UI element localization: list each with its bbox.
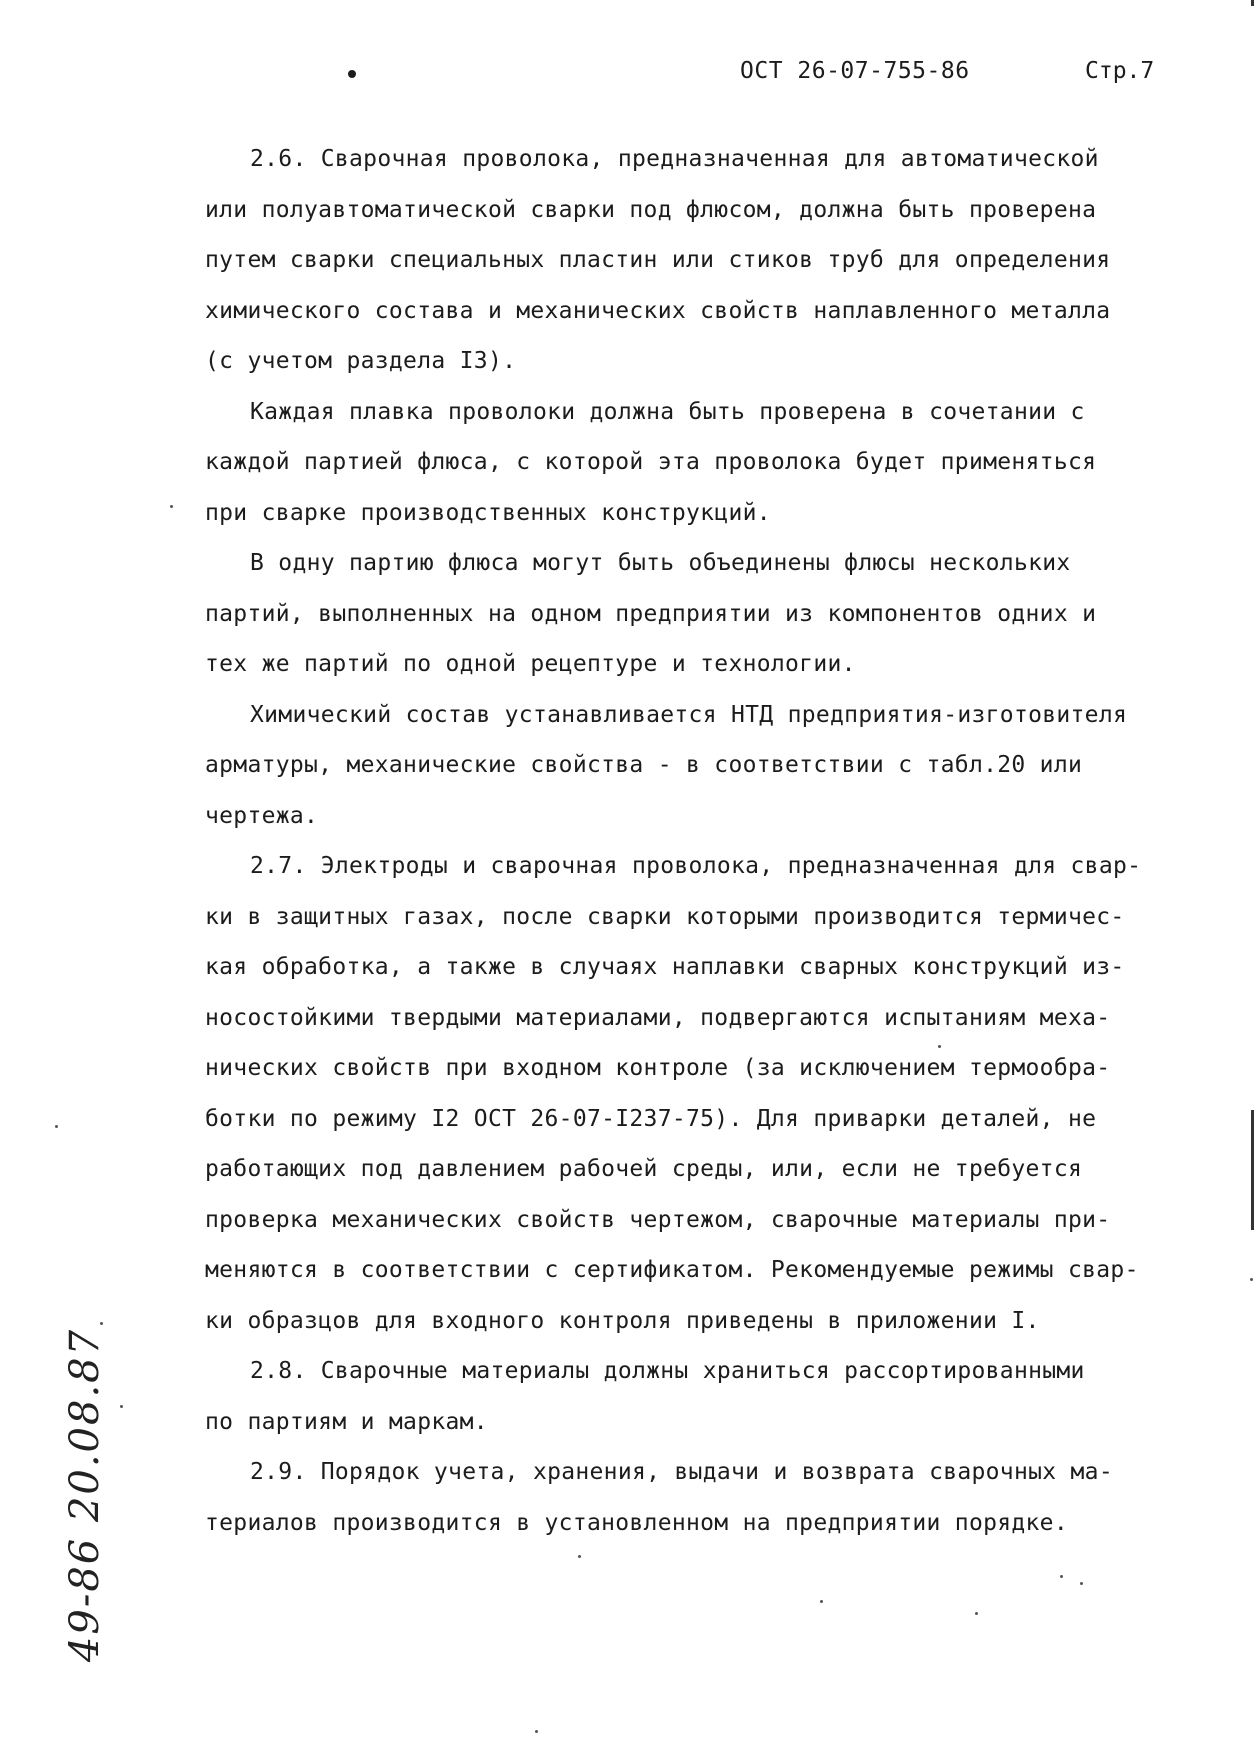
- text-line: или полуавтоматической сварки под флюсом, должна быть проверена: [205, 196, 1097, 223]
- text-line: 2.6. Сварочная проволока, предназначенная для автоматической: [250, 146, 1099, 172]
- text-line: партий, выполненных на одном предприятии из компонентов одних и: [205, 600, 1097, 627]
- scan-speck: [120, 1405, 123, 1408]
- text-line: по партиям и маркам.: [205, 1408, 488, 1435]
- margin-handwritten-stamp: [30, 1285, 140, 1705]
- scan-speck: [938, 1045, 941, 1048]
- page-header: [0, 58, 1256, 98]
- text-line: чертежа.: [205, 802, 319, 829]
- scan-speck: [535, 1730, 538, 1733]
- text-line: работающих под давлением рабочей среды, или, если не требуется: [205, 1156, 1083, 1182]
- header-bullet: [348, 70, 356, 78]
- text-line: нических свойств при входном контроле (за исключением термообра-: [205, 1055, 1111, 1081]
- text-line: ботки по режиму I2 ОСТ 26-07-I237-75). Для приварки деталей, не: [205, 1105, 1097, 1132]
- scan-speck: [170, 505, 173, 508]
- text-line: териалов производится в установленном на предприятии порядке.: [205, 1509, 1068, 1536]
- paragraph-chemical-composition: [205, 690, 1215, 842]
- scan-speck: [1080, 1582, 1083, 1585]
- text-line: ки в защитных газах, после сварки которыми производится термичес-: [205, 903, 1125, 930]
- paragraph-2-9: [205, 1447, 1215, 1548]
- scan-edge-mark: [1251, 1110, 1254, 1230]
- text-line: путем сварки специальных пластин или стиков труб для определения: [205, 247, 1111, 273]
- text-line: ки образцов для входного контроля приведены в приложении I.: [205, 1307, 1040, 1334]
- stamp-text: 49-86 20.08.87: [62, 1327, 108, 1663]
- page-number: Стр.7: [1085, 58, 1155, 84]
- paragraph-2-7: [205, 841, 1215, 1346]
- paragraph-2-8: [205, 1346, 1215, 1447]
- text-line: кая обработка, а также в случаях наплавки сварных конструкций из-: [205, 954, 1125, 980]
- text-line: тех же партий по одной рецептуре и технологии.: [205, 651, 856, 677]
- scan-speck: [975, 1612, 978, 1615]
- text-line: 2.7. Электроды и сварочная проволока, предназначенная для свар-: [250, 853, 1142, 879]
- text-line: Химический состав устанавливается НТД предприятия-изготовителя: [250, 701, 1128, 728]
- text-line: проверка механических свойств чертежом, сварочные материалы при-: [205, 1206, 1111, 1233]
- text-line: химического состава и механических свойств наплавленного металла: [205, 297, 1111, 324]
- text-line: каждой партией флюса, с которой эта проволока будет применяться: [205, 449, 1097, 475]
- scan-speck: [1250, 1278, 1253, 1281]
- paragraph-flux-batch: [205, 538, 1215, 690]
- paragraph-2-6: [205, 134, 1215, 387]
- scan-speck: [820, 1600, 823, 1603]
- text-line: носостойкими твердыми материалами, подвергаются испытаниям меха-: [205, 1004, 1111, 1031]
- text-line: В одну партию флюса могут быть объединены флюсы нескольких: [250, 550, 1071, 576]
- scan-speck: [1060, 1575, 1063, 1578]
- text-line: Каждая плавка проволоки должна быть проверена в сочетании с: [250, 398, 1085, 425]
- scan-speck: [100, 1322, 103, 1325]
- scan-speck: [578, 1555, 581, 1558]
- document-body: [205, 134, 1215, 1548]
- text-line: 2.9. Порядок учета, хранения, выдачи и возврата сварочных ма-: [250, 1459, 1113, 1485]
- text-line: (с учетом раздела I3).: [205, 348, 517, 374]
- scan-edge-mark: [1251, 0, 1254, 6]
- text-line: при сварке производственных конструкций.: [205, 499, 771, 526]
- text-line: 2.8. Сварочные материалы должны храниться рассортированными: [250, 1358, 1085, 1384]
- document-code: ОСТ 26-07-755-86: [740, 58, 970, 84]
- text-line: меняются в соответствии с сертификатом. Рекомендуемые режимы свар-: [205, 1257, 1139, 1283]
- paragraph-wire-melt: [205, 387, 1215, 539]
- scan-speck: [55, 1125, 58, 1128]
- text-line: арматуры, механические свойства - в соответствии с табл.20 или: [205, 752, 1083, 778]
